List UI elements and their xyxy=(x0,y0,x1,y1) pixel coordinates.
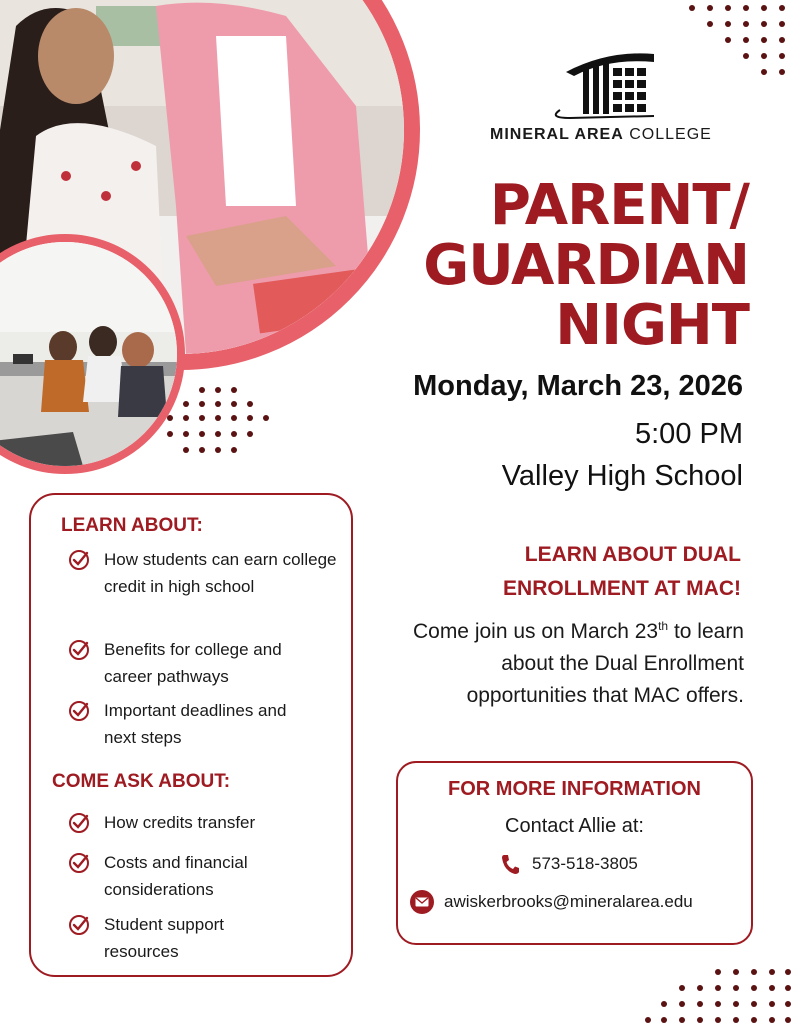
check-circle-icon xyxy=(68,700,90,722)
dual-enrollment-heading-line-2: ENROLLMENT AT MAC! xyxy=(503,577,741,600)
ask-item-2 xyxy=(68,849,338,903)
phone-icon xyxy=(500,853,520,875)
event-title-line-1: PARENT/ xyxy=(489,173,749,238)
event-venue: Valley High School xyxy=(501,460,743,492)
ask-item-1 xyxy=(68,809,338,836)
contact-intro: Contact Allie at: xyxy=(505,815,644,837)
learn-item-text: Important deadlines and next steps xyxy=(104,701,287,747)
check-circle-icon xyxy=(68,639,90,661)
check-circle-icon xyxy=(68,812,90,834)
ask-item-text: How credits transfer xyxy=(104,813,256,832)
college-name-bold: MINERAL AREA xyxy=(490,126,624,143)
learn-item-text: How students can earn college credit in high school xyxy=(104,550,337,596)
event-time: 5:00 PM xyxy=(635,418,743,450)
event-title xyxy=(423,173,749,358)
dual-enrollment-heading xyxy=(503,538,741,606)
event-date: Monday, March 23, 2026 xyxy=(413,370,743,402)
dual-body-part-1: Come join us on March 23 xyxy=(412,620,659,643)
college-name-rest: COLLEGE xyxy=(629,126,712,143)
learn-item-2 xyxy=(68,636,338,690)
dual-enrollment-description xyxy=(404,610,744,712)
check-circle-icon xyxy=(68,549,90,571)
learn-item-text: Benefits for college and career pathways xyxy=(104,640,282,686)
ask-item-text: Costs and financial considerations xyxy=(104,853,248,899)
come-ask-heading: COME ASK ABOUT: xyxy=(52,771,231,792)
contact-phone[interactable]: 573-518-3805 xyxy=(532,854,638,873)
dual-enrollment-heading-line-1: LEARN ABOUT DUAL xyxy=(524,543,741,566)
learn-item-3 xyxy=(68,697,338,751)
ask-item-text: Student support resources xyxy=(104,915,225,961)
learn-about-heading: LEARN ABOUT: xyxy=(61,515,203,536)
contact-phone-row xyxy=(500,853,638,875)
contact-email-row xyxy=(410,890,693,914)
dots-decoration-bottom-right xyxy=(640,966,791,1024)
event-title-line-2: GUARDIAN xyxy=(423,233,749,298)
learn-item-1 xyxy=(68,546,338,600)
contact-heading: FOR MORE INFORMATION xyxy=(448,778,701,800)
college-name xyxy=(490,126,712,144)
dots-decoration-middle xyxy=(160,384,272,460)
check-circle-icon xyxy=(68,914,90,936)
dual-body-part-2: to learn about the Dual Enrollment opportunities that MAC offers. xyxy=(466,620,744,707)
check-circle-icon xyxy=(68,852,90,874)
mail-icon xyxy=(410,890,434,914)
ask-item-3 xyxy=(68,911,338,965)
contact-email[interactable]: awiskerbrooks@mineralarea.edu xyxy=(444,892,693,911)
event-title-line-3: NIGHT xyxy=(555,293,749,358)
dual-body-sup: th xyxy=(658,619,669,633)
